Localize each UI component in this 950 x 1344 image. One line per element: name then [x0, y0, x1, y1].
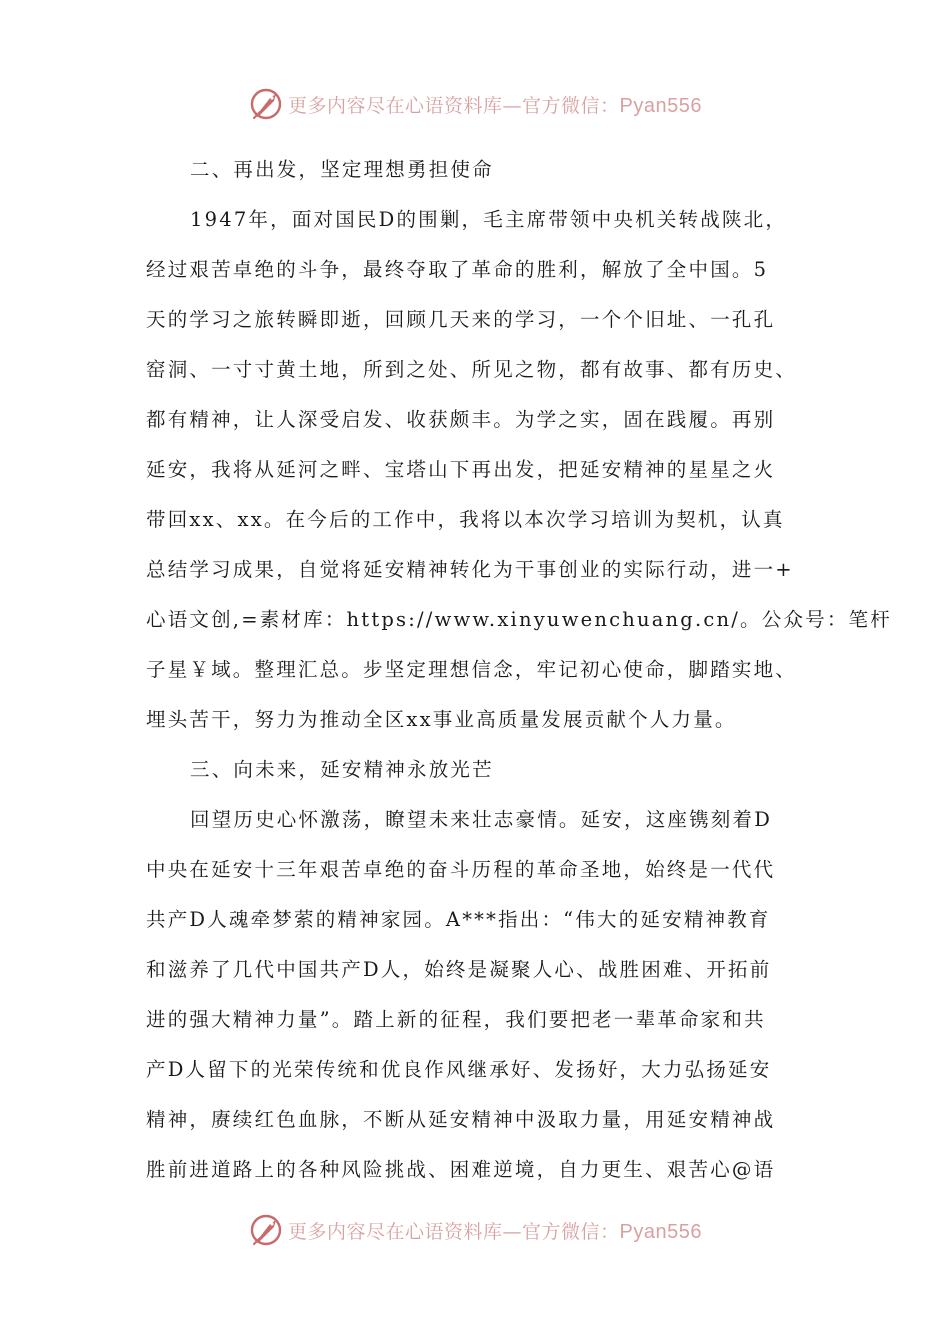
section-heading-2: 二、再出发，坚定理想勇担使命: [190, 158, 494, 181]
paragraph-line: 窑洞、一寸寸黄土地，所到之处、所见之物，都有故事、都有历史、: [146, 358, 798, 381]
paragraph-line: 和滋养了几代中国共产D人，始终是凝聚人心、战胜困难、开拓前: [146, 958, 772, 981]
paragraph-line: 进的强大精神力量”。踏上新的征程，我们要把老一辈革命家和共: [146, 1008, 766, 1031]
paragraph-line: 延安，我将从延河之畔、宝塔山下再出发，把延安精神的星星之火: [146, 458, 776, 481]
watermark-group: [248, 1212, 702, 1248]
paragraph-line: 埋头苦干，努力为推动全区xx事业高质量发展贡献个人力量。: [146, 708, 737, 731]
paragraph-line: 胜前进道路上的各种风险挑战、困难逆境，自力更生、艰苦心@语: [146, 1158, 776, 1181]
watermark-text: [288, 1217, 702, 1244]
paragraph-line: 带回xx、xx。在今后的工作中，我将以本次学习培训为契机，认真: [146, 508, 785, 531]
watermark-label: 更多内容尽在心语资料库—官方微信：: [288, 94, 620, 117]
paragraph-line: 都有精神，让人深受启发、收获颇丰。为学之实，固在践履。再别: [146, 408, 776, 431]
watermark-group: [248, 86, 702, 122]
pen-nib-logo-icon: [248, 1212, 284, 1248]
section-heading-3: 三、向未来，延安精神永放光芒: [190, 758, 494, 781]
paragraph-line: 子星￥域。整理汇总。步坚定理想信念，牢记初心使命，脚踏实地、: [146, 658, 798, 681]
watermark-handle: Pyan556: [619, 94, 702, 117]
paragraph-line: 1947年，面对国民D的围剿，毛主席带领中央机关转战陕北，: [190, 208, 788, 231]
watermark-banner-bottom: [0, 1208, 950, 1252]
pen-nib-logo-icon: [248, 86, 284, 122]
paragraph-line: 精神，赓续红色血脉，不断从延安精神中汲取力量，用延安精神战: [146, 1108, 776, 1131]
watermark-banner-top: [0, 82, 950, 126]
paragraph-line: 共产D人魂牵梦萦的精神家园。A***指出：“伟大的延安精神教育: [146, 908, 771, 931]
watermark-label: 更多内容尽在心语资料库—官方微信：: [288, 1220, 620, 1243]
paragraph-line: 总结学习成果，自觉将延安精神转化为干事创业的实际行动，进一+: [146, 558, 794, 581]
paragraph-line: 天的学习之旅转瞬即逝，回顾几天来的学习，一个个旧址、一孔孔: [146, 308, 776, 331]
paragraph-line-with-url: 心语文创,=素材库：https://www.xinyuwenchuang.cn/。公众号：笔杆: [146, 608, 892, 631]
paragraph-line: 经过艰苦卓绝的斗争，最终夺取了革命的胜利，解放了全中国。5: [146, 258, 769, 281]
paragraph-line: 回望历史心怀激荡，瞭望未来壮志豪情。延安，这座镌刻着D: [190, 808, 773, 831]
paragraph-line: 中央在延安十三年艰苦卓绝的奋斗历程的革命圣地，始终是一代代: [146, 858, 776, 881]
document-body: [146, 145, 892, 1195]
watermark-text: [288, 91, 702, 118]
paragraph-line: 产D人留下的光荣传统和优良作风继承好、发扬好，大力弘扬延安: [146, 1058, 772, 1081]
watermark-handle: Pyan556: [619, 1220, 702, 1243]
